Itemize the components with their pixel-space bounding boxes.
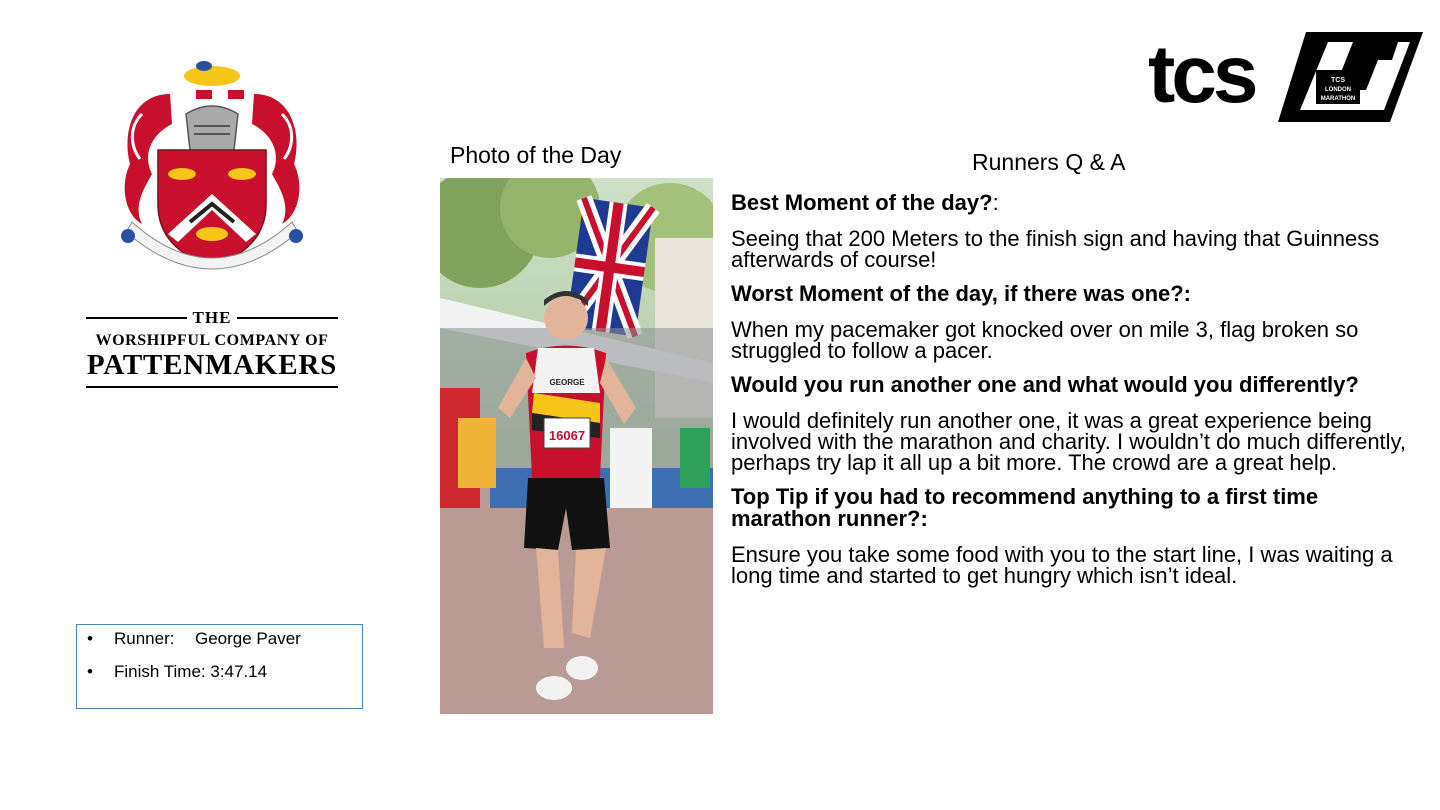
- company-bottom-rule: [86, 386, 338, 388]
- qa-answer: Ensure you take some food with you to the start line, I was waiting a long time and started to get hungry which isn’t ideal.: [731, 542, 1393, 588]
- qa-title: Runners Q & A: [972, 149, 1126, 175]
- question-text: Best Moment of the day?: [731, 190, 993, 215]
- bib-number: 16067: [548, 428, 586, 443]
- rule-right: [237, 317, 338, 319]
- tcs-london-marathon-logo: [1148, 30, 1423, 125]
- logo-badge-line1: TCS: [1331, 77, 1345, 84]
- qa-answer: Seeing that 200 Meters to the finish sign and having that Guinness afterwards of course!: [731, 226, 1380, 272]
- finish-row: [87, 662, 267, 682]
- coat-of-arms-image: [112, 54, 312, 284]
- photo-of-the-day: [440, 178, 713, 714]
- company-line2: PATTENMAKERS: [86, 349, 338, 381]
- question-suffix: :: [992, 190, 999, 215]
- qa-section: [731, 192, 1411, 586]
- runner-row: [87, 629, 301, 649]
- bullet-icon: •: [87, 662, 93, 681]
- tcs-logo-image: [1148, 30, 1423, 125]
- company-name-block: [86, 308, 338, 388]
- bib-name: GEORGE: [549, 378, 585, 387]
- qa-question: Worst Moment of the day, if there was one?:: [731, 281, 1192, 306]
- company-the: THE: [192, 308, 232, 327]
- logo-badge-line2: LONDON: [1325, 87, 1351, 93]
- crest-emblem: [112, 54, 312, 284]
- runner-label: Runner:: [114, 629, 175, 648]
- tcs-wordmark: tcs: [1148, 30, 1255, 120]
- finish-time: 3:47.14: [210, 662, 268, 681]
- qa-question: [731, 192, 1411, 214]
- photo-title: Photo of the Day: [450, 142, 622, 168]
- runner-name: George Paver: [195, 629, 301, 648]
- qa-question: Would you run another one and what would you differently?: [731, 372, 1359, 397]
- finish-label: Finish Time:: [114, 662, 206, 681]
- runner-photo-image: [440, 178, 713, 714]
- company-the-row: [86, 308, 338, 328]
- logo-badge-line3: MARATHON: [1320, 96, 1356, 102]
- qa-item: [731, 283, 1411, 361]
- qa-item: [731, 374, 1411, 473]
- bullet-icon: •: [87, 629, 93, 648]
- qa-item: [731, 486, 1411, 586]
- rule-left: [86, 317, 187, 319]
- qa-question: Top Tip if you had to recommend anything to a first time marathon runner?:: [731, 484, 1319, 531]
- qa-answer: I would definitely run another one, it was a great experience being involved with the marathon and charity. I wouldn’t do much differently, perhaps try lap it all up a bit more. The crowd are a great help.: [731, 408, 1407, 475]
- qa-item: [731, 192, 1411, 270]
- company-line1: WORSHIPFUL COMPANY OF: [95, 332, 329, 349]
- runner-info-box: [76, 624, 363, 709]
- qa-answer: When my pacemaker got knocked over on mile 3, flag broken so struggled to follow a pacer.: [731, 317, 1359, 363]
